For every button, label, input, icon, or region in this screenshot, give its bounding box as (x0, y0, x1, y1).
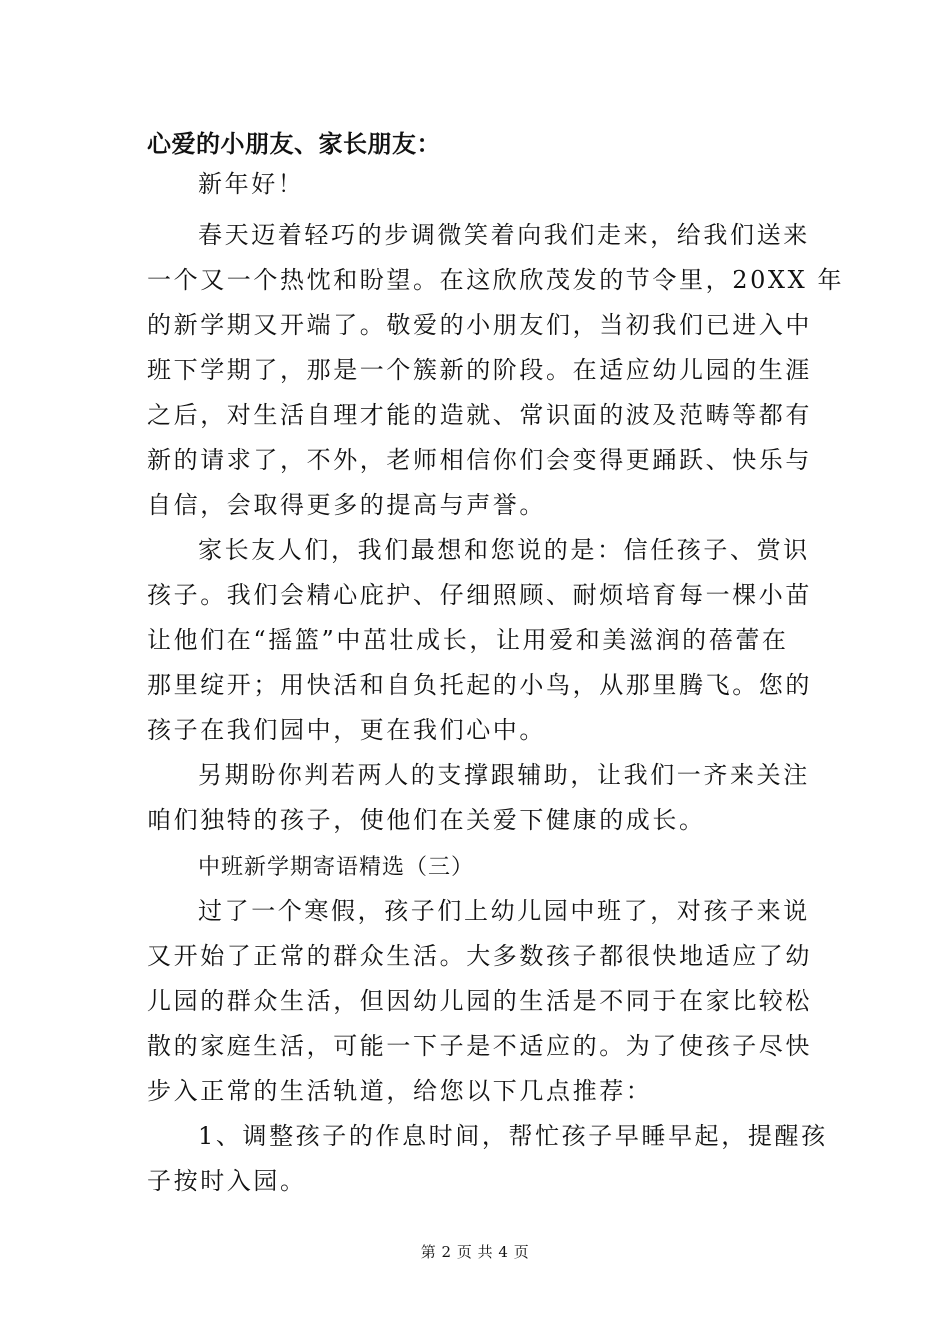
paragraph-line: 又开始了正常的群众生活。大多数孩子都很快地适应了幼 (147, 942, 812, 970)
paragraph-line: 1、调整孩子的作息时间，帮忙孩子早睡早起，提醒孩 (198, 1122, 828, 1150)
paragraph-line: 另期盼你判若两人的支撑跟辅助，让我们一齐来关注 (198, 761, 810, 789)
paragraph-line: 新年好！ (198, 170, 305, 198)
paragraph-line: 之后，对生活自理才能的造就、常识面的波及范畴等都有 (147, 401, 812, 429)
paragraph-line: 一个又一个热忱和盼望。在这欣欣茂发的节令里，20XX 年 (147, 266, 845, 294)
section-subheading: 中班新学期寄语精选（三） (198, 855, 475, 880)
paragraph-line: 自信，会取得更多的提高与声誉。 (147, 491, 546, 519)
paragraph-line: 咱们独特的孩子，使他们在关爱下健康的成长。 (147, 806, 706, 834)
paragraph-line: 过了一个寒假，孩子们上幼儿园中班了，对孩子来说 (198, 897, 810, 925)
paragraph-line: 子按时入园。 (147, 1167, 307, 1195)
paragraph-line: 班下学期了，那是一个簇新的阶段。在适应幼儿园的生涯 (147, 356, 812, 384)
paragraph-line: 步入正常的生活轨道，给您以下几点推荐： (147, 1077, 653, 1105)
page-number-footer: 第 2 页 共 4 页 (420, 1243, 530, 1261)
paragraph-line: 让他们在“摇篮”中茁壮成长，让用爱和美滋润的蓓蕾在 (147, 626, 789, 654)
paragraph-line: 儿园的群众生活，但因幼儿园的生活是不同于在家比较松 (147, 987, 812, 1015)
paragraph-line: 的新学期又开端了。敬爱的小朋友们，当初我们已进入中 (147, 311, 812, 339)
paragraph-line: 那里绽开；用快活和自负托起的小鸟，从那里腾飞。您的 (147, 671, 812, 699)
paragraph-line: 孩子。我们会精心庇护、仔细照顾、耐烦培育每一棵小苗 (147, 581, 812, 609)
paragraph-line: 新的请求了，不外，老师相信你们会变得更踊跃、快乐与 (147, 446, 812, 474)
paragraph-line: 家长友人们，我们最想和您说的是：信任孩子、赏识 (198, 536, 810, 564)
paragraph-line: 春天迈着轻巧的步调微笑着向我们走来，给我们送来 (198, 221, 810, 249)
paragraph-line: 孩子在我们园中，更在我们心中。 (147, 716, 546, 744)
greeting-heading: 心爱的小朋友、家长朋友： (147, 129, 441, 158)
paragraph-line: 散的家庭生活，可能一下子是不适应的。为了使孩子尽快 (147, 1032, 812, 1060)
